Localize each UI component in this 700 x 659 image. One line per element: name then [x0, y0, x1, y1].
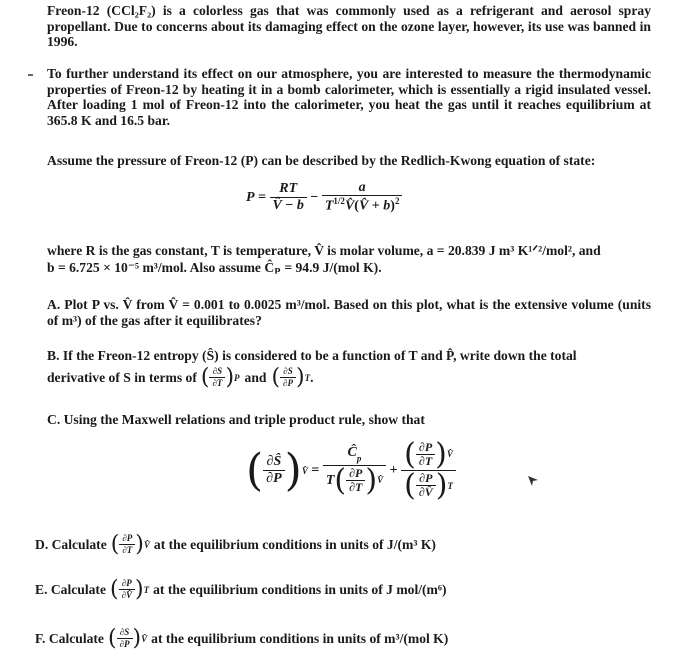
assume-line: Assume the pressure of Freon-12 (P) can be described by the Redlich-Kwong equation of state: [47, 153, 596, 168]
part-e-suffix: at the equilibrium conditions in units of J mol/(m⁶) [153, 582, 447, 597]
dS-dT-P: ( $\frac{\partial S}{\partial T}$ ) P [200, 365, 240, 390]
where-line-1: where R is the gas constant, T is temperature, V̂ is molar volume, a = 20.839 J m³ K¹ᐟ²/mol², and [47, 243, 601, 258]
part-a: A. Plot P vs. V̂ from V̂ = 0.001 to 0.0025 m³/mol. Based on this plot, what is the extensive volume (units of m³) of the gas after it equilibrates? [47, 297, 651, 328]
part-f-prefix: F. Calculate [35, 631, 104, 646]
part-b-line-1: B. If the Freon-12 entropy (Ŝ) is considered to be a function of T and P̂, write down the total [47, 348, 577, 363]
setup-paragraph: To further understand its effect on our atmosphere, you are interested to measure the thermodynamic properties of Freon-12 by heating it in a bomb calorimeter, which is essentially a rigid insulated vessel. After loading 1 mol of Freon-12 into the calorimeter, you heat the gas until it reaches equilibrium at 365.8 K and 16.5 bar. [47, 66, 651, 128]
redlich-kwong-equation: P = $\frac{RT}{V̂ - b}$ − $\frac{a}{T^{1/2}V̂(V̂ + b)^2}$ [246, 180, 402, 215]
dP-dV-T: ( $\frac{\partial P}{\partial V̂}$ ) T [109, 577, 150, 602]
part-b-prefix: derivative of S in terms of [47, 370, 197, 385]
mouse-cursor-icon [526, 474, 540, 488]
part-d [35, 534, 436, 556]
part-e [35, 579, 446, 601]
part-e-prefix: E. Calculate [35, 582, 106, 597]
part-c: C. Using the Maxwell relations and triple product rule, show that [47, 412, 425, 427]
where-line-2: b = 6.725 × 10⁻⁵ m³/mol. Also assume Ĉₚ = 94.9 J/(mol K). [47, 260, 382, 275]
part-b-and: and [244, 370, 267, 385]
part-b-line-2: derivative of S in terms of ( $\frac{\partial S}{\partial T}$ ) P and ( $\frac{\partial S}{\partial P}$ ) T . [47, 365, 314, 390]
part-f-suffix: at the equilibrium conditions in units of m³/(mol K) [151, 631, 449, 646]
part-d-suffix: at the equilibrium conditions in units of J/(m³ K) [153, 537, 436, 552]
bullet-marker [28, 74, 33, 76]
part-d-prefix: D. Calculate [35, 537, 107, 552]
dS-dP-V: ( $\frac{\partial S}{\partial P}$ ) V̂ [107, 626, 148, 651]
dS-dP-T: ( $\frac{\partial S}{\partial P}$ ) T [271, 365, 311, 390]
dP-dT-V: ( $\frac{\partial P}{\partial T}$ ) V̂ [110, 532, 150, 557]
intro-paragraph: Freon-12 (CCl₂F₂) is a colorless gas that was commonly used as a refrigerant and aerosol spray propellant. Due to concerns about its damaging effect on the ozone layer, however, its use was banned in 1996. [47, 3, 651, 49]
maxwell-equation: ( $\frac{\partial Ŝ}{\partial P}$ ) V̂ = $Ĉ_p$ T ( $\frac{\partial P}{\partial T}$ ) V̂ + ( $\frac{\partial P}{\partial T}$ ) V̂ ( $\frac{\partial P}{\partial V̂}$ ) T [246, 440, 456, 501]
part-f [35, 628, 448, 650]
